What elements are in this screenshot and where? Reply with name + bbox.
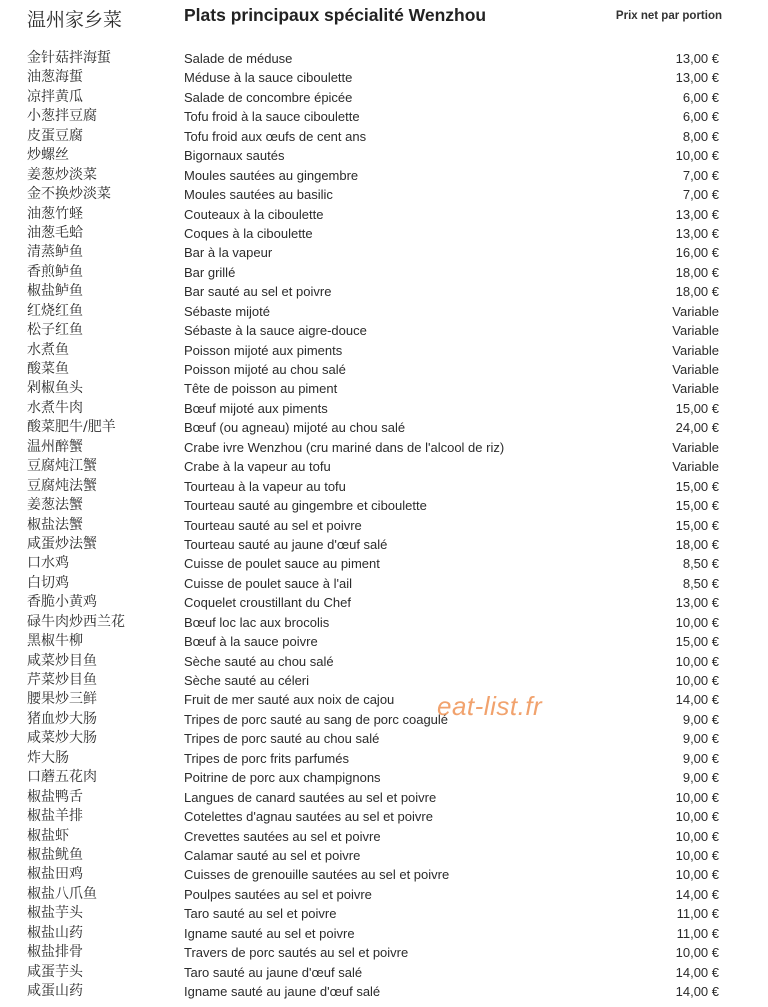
- menu-item: [0, 302, 768, 321]
- dish-price: 15,00 €: [675, 498, 719, 514]
- dish-french-name: Tourteau sauté au jaune d'œuf salé: [184, 536, 388, 552]
- dish-chinese-name: 椒盐八爪鱼: [27, 885, 97, 902]
- dish-chinese-name: 姜葱法蟹: [27, 497, 83, 514]
- menu-item: [0, 321, 768, 340]
- menu-item: [0, 768, 768, 787]
- dish-price: 14,00 €: [675, 964, 719, 980]
- menu-item: [0, 263, 768, 282]
- dish-chinese-name: 椒盐鸭舌: [27, 788, 83, 805]
- dish-price: 9,00 €: [682, 731, 719, 747]
- dish-price: 15,00 €: [675, 517, 719, 533]
- dish-chinese-name: 温州醉蟹: [27, 438, 83, 455]
- dish-french-name: Poulpes sautées au sel et poivre: [184, 886, 372, 902]
- dish-french-name: Crevettes sautées au sel et poivre: [184, 828, 381, 844]
- menu-item: [0, 904, 768, 923]
- dish-french-name: Igname sauté au sel et poivre: [184, 925, 355, 941]
- menu-item: [0, 224, 768, 243]
- dish-chinese-name: 口水鸡: [27, 555, 69, 572]
- dish-chinese-name: 炸大肠: [27, 749, 69, 766]
- menu-item: [0, 535, 768, 554]
- menu-item: [0, 807, 768, 826]
- dish-chinese-name: 黑椒牛柳: [27, 633, 83, 650]
- menu-item: [0, 107, 768, 126]
- dish-chinese-name: 咸菜炒目鱼: [27, 652, 97, 669]
- dish-french-name: Couteaux à la ciboulette: [184, 206, 324, 222]
- dish-french-name: Coques à la ciboulette: [184, 225, 313, 241]
- dish-price: Variable: [672, 439, 719, 455]
- dish-price: 13,00 €: [675, 206, 719, 222]
- dish-price: 18,00 €: [675, 264, 719, 280]
- dish-french-name: Tourteau sauté au sel et poivre: [184, 517, 362, 533]
- dish-chinese-name: 咸蛋山药: [27, 983, 83, 999]
- dish-french-name: Sèche sauté au chou salé: [184, 653, 334, 669]
- dish-price: 18,00 €: [675, 536, 719, 552]
- menu-item: [0, 963, 768, 982]
- dish-price: 9,00 €: [682, 750, 719, 766]
- dish-chinese-name: 口蘑五花肉: [27, 769, 97, 786]
- dish-chinese-name: 皮蛋豆腐: [27, 127, 83, 144]
- dish-french-name: Langues de canard sautées au sel et poivre: [184, 789, 437, 805]
- dish-french-name: Taro sauté au jaune d'œuf salé: [184, 964, 363, 980]
- dish-french-name: Tête de poisson au piment: [184, 381, 338, 397]
- dish-french-name: Bar grillé: [184, 264, 236, 280]
- dish-french-name: Coquelet croustillant du Chef: [184, 595, 351, 611]
- menu-item: [0, 496, 768, 515]
- menu-item: [0, 477, 768, 496]
- menu-item: [0, 749, 768, 768]
- dish-french-name: Poitrine de porc aux champignons: [184, 770, 381, 786]
- dish-french-name: Poisson mijoté aux piments: [184, 342, 343, 358]
- dish-price: 14,00 €: [675, 984, 719, 999]
- dish-chinese-name: 水煮牛肉: [27, 399, 83, 416]
- dish-french-name: Sébaste à la sauce aigre-douce: [184, 323, 367, 339]
- menu-header: [0, 0, 768, 40]
- dish-french-name: Méduse à la sauce ciboulette: [184, 70, 353, 86]
- dish-price: 10,00 €: [675, 614, 719, 630]
- dish-chinese-name: 金不换炒淡菜: [27, 186, 111, 203]
- dish-french-name: Sébaste mijoté: [184, 303, 270, 319]
- dish-price: 10,00 €: [675, 945, 719, 961]
- dish-chinese-name: 椒盐排骨: [27, 944, 83, 961]
- dish-french-name: Sèche sauté au céleri: [184, 673, 310, 688]
- dish-french-name: Salade de concombre épicée: [184, 89, 353, 105]
- menu-item: [0, 865, 768, 884]
- dish-chinese-name: 水煮鱼: [27, 341, 69, 358]
- menu-item: [0, 652, 768, 671]
- menu-item: [0, 690, 768, 709]
- dish-price: 11,00 €: [676, 925, 719, 941]
- dish-price: 14,00 €: [675, 692, 719, 708]
- dish-chinese-name: 炒螺丝: [27, 147, 69, 164]
- dish-price: 10,00 €: [675, 809, 719, 825]
- menu-item: [0, 729, 768, 748]
- dish-french-name: Tofu froid aux œufs de cent ans: [184, 128, 367, 144]
- dish-chinese-name: 凉拌黄瓜: [27, 88, 83, 105]
- dish-chinese-name: 咸菜炒大肠: [27, 730, 97, 747]
- dish-price: 7,00 €: [682, 187, 719, 203]
- menu-item: [0, 438, 768, 457]
- dish-chinese-name: 剁椒鱼头: [27, 380, 83, 397]
- dish-chinese-name: 油葱海蜇: [27, 69, 83, 86]
- menu-item: [0, 671, 768, 690]
- menu-item: [0, 166, 768, 185]
- dish-french-name: Salade de méduse: [184, 51, 293, 66]
- menu-item: [0, 88, 768, 107]
- dish-french-name: Calamar sauté au sel et poivre: [184, 847, 361, 863]
- dish-price: 10,00 €: [675, 673, 719, 688]
- dish-chinese-name: 小葱拌豆腐: [27, 108, 97, 125]
- dish-price: 13,00 €: [675, 225, 719, 241]
- dish-french-name: Bar à la vapeur: [184, 245, 273, 261]
- dish-french-name: Tourteau à la vapeur au tofu: [184, 478, 346, 494]
- dish-chinese-name: 咸蛋芋头: [27, 963, 83, 980]
- dish-chinese-name: 椒盐法蟹: [27, 516, 83, 533]
- dish-price: 10,00 €: [675, 847, 719, 863]
- dish-price: 6,00 €: [682, 89, 719, 105]
- menu-list: [0, 49, 768, 1001]
- menu-item: [0, 457, 768, 476]
- dish-french-name: Bar sauté au sel et poivre: [184, 284, 332, 300]
- dish-french-name: Moules sautées au gingembre: [184, 167, 359, 183]
- menu-item: [0, 982, 768, 1001]
- dish-chinese-name: 椒盐虾: [27, 827, 69, 844]
- watermark: eat-list.fr: [437, 691, 543, 721]
- dish-chinese-name: 椒盐鱿鱼: [27, 846, 83, 863]
- menu-item: [0, 146, 768, 165]
- dish-price: 8,50 €: [682, 575, 719, 591]
- dish-chinese-name: 椒盐羊排: [27, 808, 83, 825]
- dish-chinese-name: 椒盐芋头: [27, 905, 83, 922]
- dish-chinese-name: 松子红鱼: [27, 322, 83, 339]
- menu-item: [0, 516, 768, 535]
- menu-item: [0, 185, 768, 204]
- dish-french-name: Bœuf (ou agneau) mijoté au chou salé: [184, 420, 406, 436]
- dish-price: 15,00 €: [675, 400, 719, 416]
- dish-chinese-name: 腰果炒三鲜: [27, 691, 97, 708]
- dish-french-name: Tripes de porc sauté au chou salé: [184, 731, 380, 747]
- dish-price: 6,00 €: [682, 109, 719, 125]
- page-title: Plats principaux spécialité Wenzhou: [184, 5, 487, 25]
- dish-french-name: Cuisses de grenouille sautées au sel et poivre: [184, 867, 450, 883]
- menu-item: [0, 49, 768, 68]
- dish-chinese-name: 椒盐田鸡: [27, 866, 83, 883]
- menu-item: [0, 399, 768, 418]
- menu-item: [0, 554, 768, 573]
- dish-price: 13,00 €: [675, 595, 719, 611]
- dish-price: Variable: [672, 342, 719, 358]
- menu-item: [0, 632, 768, 651]
- dish-french-name: Tripes de porc frits parfumés: [184, 750, 349, 766]
- dish-french-name: Crabe à la vapeur au tofu: [184, 459, 331, 475]
- dish-chinese-name: 油葱竹蛏: [27, 205, 83, 222]
- price-column-header: Prix net par portion: [615, 10, 722, 22]
- dish-price: 10,00 €: [675, 828, 719, 844]
- dish-price: 10,00 €: [675, 789, 719, 805]
- dish-chinese-name: 香煎鲈鱼: [27, 263, 83, 280]
- dish-chinese-name: 芹菜炒目鱼: [27, 672, 97, 688]
- menu-item: [0, 574, 768, 593]
- dish-chinese-name: 豆腐炖法蟹: [27, 477, 97, 494]
- dish-chinese-name: 白切鸡: [27, 574, 69, 591]
- dish-french-name: Tripes de porc sauté au sang de porc coagulé: [184, 711, 449, 727]
- dish-chinese-name: 椒盐鲈鱼: [27, 283, 83, 300]
- dish-price: 24,00 €: [675, 420, 719, 436]
- dish-french-name: Cuisse de poulet sauce au piment: [184, 556, 380, 572]
- dish-chinese-name: 油葱毛蛤: [27, 224, 83, 241]
- dish-french-name: Taro sauté au sel et poivre: [184, 906, 337, 922]
- dish-chinese-name: 清蒸鲈鱼: [27, 244, 83, 261]
- dish-price: 9,00 €: [682, 711, 719, 727]
- menu-item: [0, 924, 768, 943]
- dish-chinese-name: 酸菜肥牛/肥羊: [27, 419, 116, 436]
- dish-chinese-name: 金针菇拌海蜇: [27, 50, 111, 66]
- menu-item: [0, 341, 768, 360]
- menu-item: [0, 127, 768, 146]
- dish-french-name: Moules sautées au basilic: [184, 187, 333, 203]
- menu-item: [0, 593, 768, 612]
- dish-chinese-name: 酸菜鱼: [27, 361, 69, 377]
- dish-price: Variable: [672, 362, 719, 377]
- dish-french-name: Crabe ivre Wenzhou (cru mariné dans de l'alcool de riz): [184, 439, 505, 455]
- dish-price: 7,00 €: [682, 167, 719, 183]
- dish-chinese-name: 豆腐炖江蟹: [27, 458, 97, 475]
- dish-chinese-name: 咸蛋炒法蟹: [27, 535, 97, 552]
- dish-price: 10,00 €: [675, 148, 719, 164]
- dish-chinese-name: 猪血炒大肠: [27, 710, 97, 727]
- dish-price: 8,50 €: [682, 556, 719, 572]
- dish-chinese-name: 红烧红鱼: [27, 302, 83, 319]
- dish-price: Variable: [672, 381, 719, 397]
- dish-price: 15,00 €: [675, 478, 719, 494]
- dish-french-name: Cotelettes d'agnau sautées au sel et poivre: [184, 809, 433, 825]
- chinese-title: 温州家乡菜: [27, 9, 123, 31]
- dish-french-name: Fruit de mer sauté aux noix de cajou: [184, 692, 395, 708]
- menu-item: [0, 788, 768, 807]
- dish-price: 13,00 €: [675, 70, 719, 86]
- menu-item: [0, 418, 768, 437]
- dish-price: Variable: [672, 459, 719, 475]
- dish-french-name: Cuisse de poulet sauce à l'ail: [184, 575, 352, 591]
- dish-chinese-name: 碌牛肉炒西兰花: [27, 613, 125, 630]
- menu-item: [0, 846, 768, 865]
- dish-price: 16,00 €: [675, 245, 719, 261]
- dish-price: 14,00 €: [675, 886, 719, 902]
- dish-french-name: Bœuf mijoté aux piments: [184, 400, 328, 416]
- dish-price: 10,00 €: [675, 867, 719, 883]
- menu-item: [0, 379, 768, 398]
- menu-item: [0, 205, 768, 224]
- menu-item: [0, 68, 768, 87]
- menu-item: [0, 710, 768, 729]
- dish-price: Variable: [672, 323, 719, 339]
- dish-french-name: Igname sauté au jaune d'œuf salé: [184, 984, 381, 999]
- menu-item: [0, 827, 768, 846]
- dish-french-name: Tourteau sauté au gingembre et ciboulette: [184, 498, 427, 514]
- dish-price: 10,00 €: [675, 653, 719, 669]
- menu-item: [0, 360, 768, 379]
- dish-chinese-name: 香脆小黄鸡: [27, 594, 97, 611]
- menu-item: [0, 243, 768, 262]
- dish-price: 9,00 €: [682, 770, 719, 786]
- menu-item: [0, 613, 768, 632]
- dish-price: 15,00 €: [675, 634, 719, 650]
- dish-french-name: Bœuf loc lac aux brocolis: [184, 614, 330, 630]
- dish-chinese-name: 姜葱炒淡菜: [27, 166, 97, 183]
- dish-chinese-name: 椒盐山药: [27, 924, 83, 941]
- dish-french-name: Bœuf à la sauce poivre: [184, 634, 318, 650]
- dish-price: 8,00 €: [682, 128, 719, 144]
- dish-french-name: Poisson mijoté au chou salé: [184, 362, 346, 377]
- dish-price: 18,00 €: [675, 284, 719, 300]
- dish-price: 13,00 €: [675, 51, 719, 66]
- menu-item: [0, 943, 768, 962]
- menu-item: [0, 282, 768, 301]
- dish-price: 11,00 €: [676, 906, 719, 922]
- dish-french-name: Bigornaux sautés: [184, 148, 285, 164]
- menu-item: [0, 885, 768, 904]
- dish-price: Variable: [672, 303, 719, 319]
- dish-french-name: Tofu froid à la sauce ciboulette: [184, 109, 360, 125]
- dish-french-name: Travers de porc sautés au sel et poivre: [184, 945, 409, 961]
